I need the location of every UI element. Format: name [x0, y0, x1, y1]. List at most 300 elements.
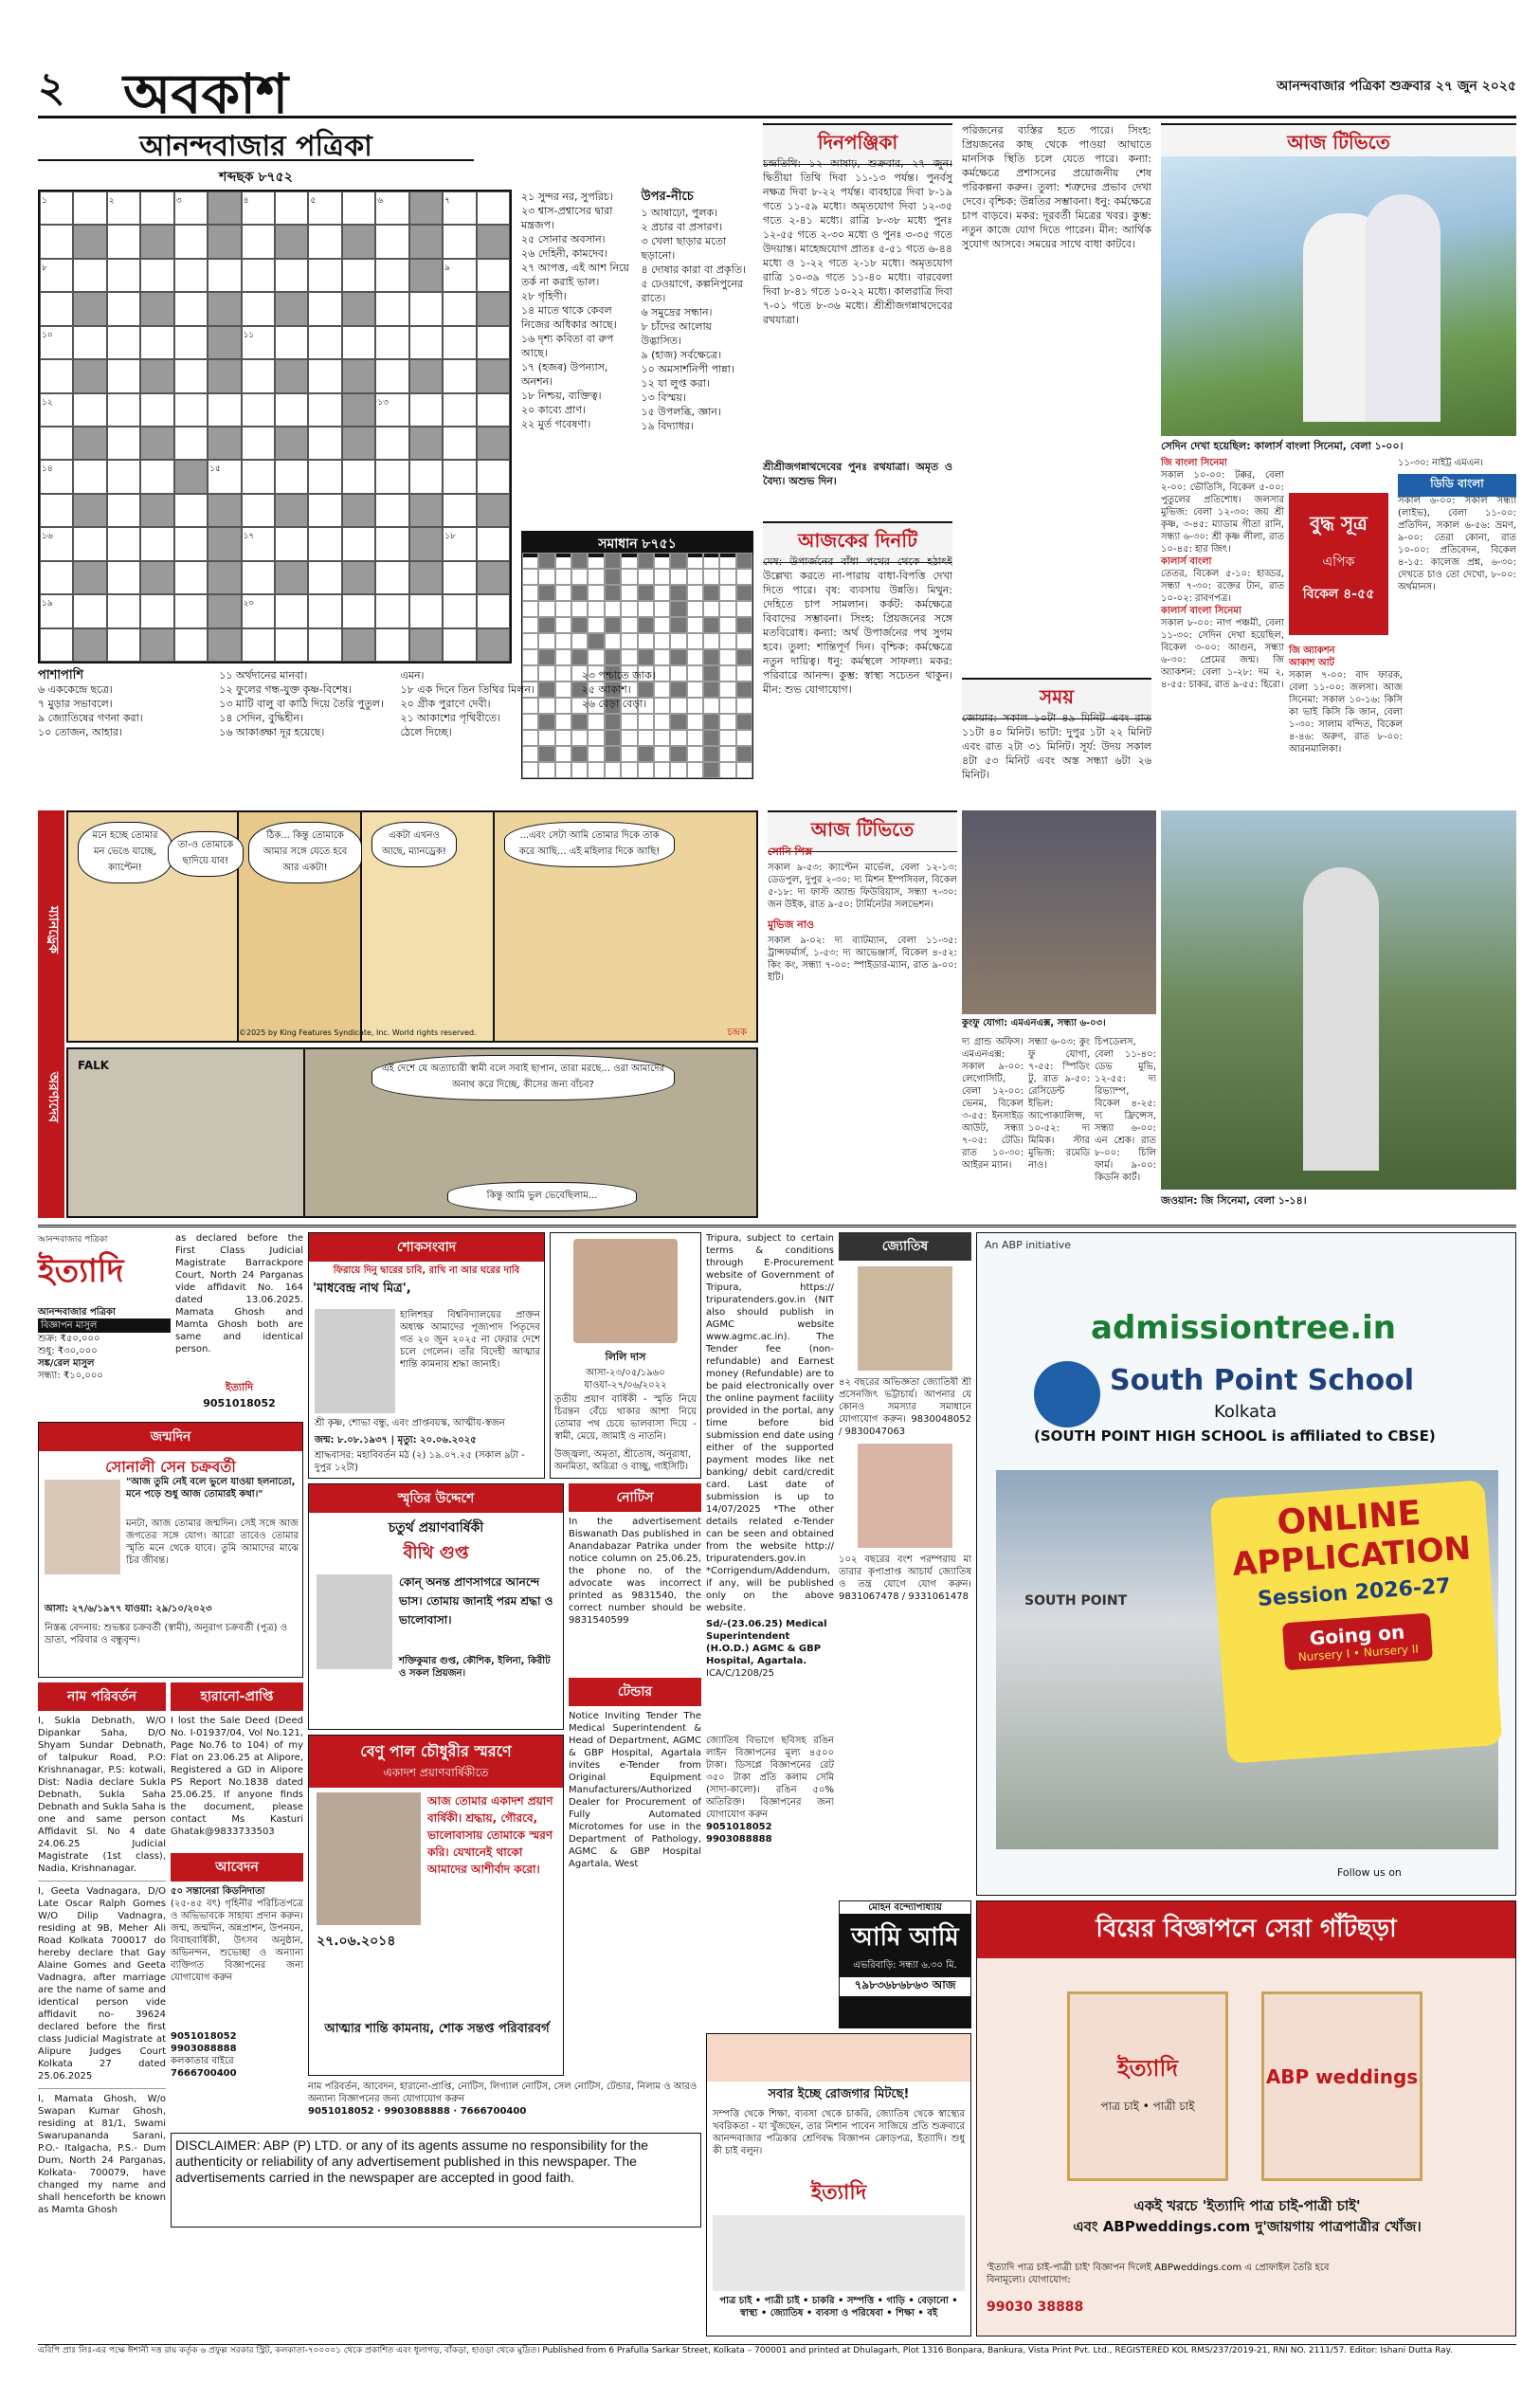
- solution-cell: [654, 569, 670, 585]
- crossword-cell[interactable]: [477, 527, 510, 560]
- crossword-cell[interactable]: [375, 594, 408, 627]
- crossword-cell[interactable]: [375, 427, 408, 460]
- buddha-sutra-channel: এপিক: [1322, 555, 1355, 570]
- crossword-cell[interactable]: [375, 628, 408, 662]
- crossword-cell[interactable]: [443, 359, 476, 392]
- crossword-cell[interactable]: [174, 292, 208, 325]
- crossword-cell[interactable]: [443, 326, 476, 359]
- crossword-cell[interactable]: ২: [107, 191, 140, 225]
- crossword-cell: [208, 225, 241, 258]
- shoksangbad-name: 'মাধবেন্দ্র নাথ মিত্র',: [313, 1282, 411, 1296]
- crossword-cell[interactable]: [242, 259, 275, 292]
- crossword-cell: [409, 359, 443, 392]
- building-sign: SOUTH POINT: [1024, 1593, 1128, 1609]
- solution-cell: [703, 601, 719, 617]
- crossword-cell[interactable]: [275, 460, 308, 493]
- crossword-cell[interactable]: [275, 259, 308, 292]
- solution-cell: [605, 585, 621, 601]
- crossword-cell[interactable]: [208, 393, 241, 427]
- crossword-cell: [477, 225, 510, 258]
- crossword-cell[interactable]: [275, 326, 308, 359]
- crossword-cell[interactable]: [443, 460, 476, 493]
- comic-label-mandrake: ম্যানড্রেক: [45, 906, 61, 954]
- crossword-cell[interactable]: [308, 292, 341, 325]
- crossword-cell[interactable]: ৩: [174, 191, 208, 225]
- crossword-cell[interactable]: ১: [40, 191, 73, 225]
- crossword-cell[interactable]: [477, 393, 510, 427]
- comic-bubble: ...এবং সেটা আমি তোমার দিকে তাক করে আছি... এই মহিলার দিকে আছি!: [504, 822, 675, 867]
- crossword-cell[interactable]: [40, 427, 73, 460]
- rate-line: সন্ধ্যা: ₹১০,০০০: [38, 1371, 103, 1381]
- crossword-cell: [208, 359, 241, 392]
- solution-cell: [654, 553, 670, 569]
- crossword-cell: [409, 561, 443, 594]
- application-text: APPLICATION: [1230, 1529, 1473, 1584]
- crossword-cell: [208, 527, 241, 560]
- crossword-cell[interactable]: [107, 225, 140, 258]
- across-heading: পাশাপাশি: [38, 668, 84, 682]
- crossword-cell[interactable]: [73, 191, 106, 225]
- crossword-cell[interactable]: [409, 393, 443, 427]
- lili-photo: [573, 1239, 678, 1343]
- crossword-cell[interactable]: [140, 527, 173, 560]
- clue: ১০ অমসাৰ্শনিপী পান্না।: [641, 363, 734, 375]
- crossword-cell[interactable]: ১৭: [242, 527, 275, 560]
- crossword-cell[interactable]: [107, 427, 140, 460]
- rozgar-ad: [706, 2033, 971, 2337]
- crossword-cell[interactable]: [242, 393, 275, 427]
- crossword-cell[interactable]: [342, 460, 375, 493]
- clue: ২৩ শ্বাস-প্রশ্বাসের দ্বারা মন্ত্রজপ।: [521, 205, 613, 231]
- crossword-cell[interactable]: [174, 494, 208, 527]
- crossword-cell[interactable]: [443, 494, 476, 527]
- solution-cell: [605, 569, 621, 585]
- crossword-cell[interactable]: ১৩: [375, 393, 408, 427]
- crossword-cell[interactable]: [477, 460, 510, 493]
- comic-copyright: ©2025 by King Features Syndicate, Inc. World rights reserved.: [239, 1028, 477, 1037]
- crossword-cell[interactable]: ৫: [308, 191, 341, 225]
- solution-cell: [703, 649, 719, 665]
- comic-bubble: মনে হচ্ছে তোমার মন ভেঙে যাচ্ছে, ক্যাপ্টেন!: [78, 822, 172, 883]
- south-point-ad[interactable]: [976, 1232, 1516, 1896]
- crossword-cell[interactable]: [375, 494, 408, 527]
- crossword-cell[interactable]: [40, 494, 73, 527]
- crossword-cell[interactable]: [342, 191, 375, 225]
- crossword-cell[interactable]: [40, 292, 73, 325]
- crossword-cell[interactable]: [242, 359, 275, 392]
- solution-cell: [687, 585, 703, 601]
- clue: ২৬ বেড়া বেড়া।: [581, 698, 647, 710]
- solution-cell: [621, 553, 637, 569]
- janmadin-family: নিস্তব্ধ বেদনায়: শুভঙ্কর চক্রবর্তী (স্বামী), অনুরাগ চক্রবর্তী (পুত্র) ও ভ্রাতা, পরিবার ও বন্ধুবৃন্দ।: [45, 1623, 288, 1646]
- crossword-cell[interactable]: ৮: [40, 259, 73, 292]
- solution-cell: [654, 585, 670, 601]
- crossword-cell[interactable]: [174, 259, 208, 292]
- samay-text: জোয়ার: সকাল ১০টা ৪৯ মিনিট এবং রাত ১১টা ৪০ মিনিট। ভাটা: দুপুর ১টা ২২ মিনিট এবং রাত ২টা ৩১ মিনিট। সূর্য: উদয় সকাল ৪টা ৫৩ মিনিট এবং অস্ত সন্ধ্যা ৬টা ২৬ মিনিট।: [962, 712, 1151, 781]
- solution-cell: [703, 633, 719, 649]
- ami-title: আমি আমি: [851, 1923, 959, 1952]
- crossword-cell[interactable]: [242, 628, 275, 662]
- nursery-text: Nursery I • Nursery II: [1297, 1642, 1420, 1664]
- comic-bubble: তা-ও তোমাকে ছাদিয়ে যাব!: [168, 831, 244, 877]
- crossword-cell[interactable]: ১০: [40, 326, 73, 359]
- biye-ad: [976, 1900, 1516, 2337]
- rozgar-category: পাত্র চাই •: [719, 2296, 765, 2306]
- crossword-cell[interactable]: [40, 225, 73, 258]
- crossword-cell[interactable]: [477, 259, 510, 292]
- clue: ১৯ বিদ্যাধর।: [641, 420, 694, 432]
- clue: ২০ কাব্যে প্রাণ।: [521, 404, 586, 416]
- crossword-cell: [73, 628, 106, 662]
- solution-cell: [638, 617, 654, 633]
- crossword-cell[interactable]: [107, 628, 140, 662]
- clue: ২৩ পশ্চাতে জাক।: [581, 669, 656, 682]
- shoksangbad-photo: [315, 1309, 395, 1413]
- buddha-sutra-time: বিকেল ৪-৫৫: [1302, 587, 1375, 602]
- crossword-cell[interactable]: [443, 292, 476, 325]
- abedon-heading: আবেদন: [171, 1853, 303, 1882]
- solution-cell: [605, 617, 621, 633]
- crossword-cell[interactable]: [275, 393, 308, 427]
- page-footer: এবিপি প্রাঃ লিঃ-এর পক্ষে ঈশানী দত্ত রায় কর্তৃক ৬ প্রফুল্ল সরকার স্ট্রিট, কলকাতা-৭০০০০১ থেকে প্রকাশিত এবং ধূলাগড়, বাঁকড়া, হাওড়া থেকে মুদ্রিত। Published from 6 Prafulla Sarkar Street, Kolkata – 700001 and printed at Dhulagarh, Plot 1316 Bonpara, Bankura, Vista Print Pvt. Ltd., REGISTERED KOL RMS/237/2019-21, RNI NO. 2111/57. Editor: Ishani Dutta Ray.: [38, 2344, 1516, 2373]
- crossword-cell[interactable]: [174, 527, 208, 560]
- janmadin-text: মনটা, আজ তোমার জন্মদিন। সেই সঙ্গে আজ জগতের সঙ্গে যোগ। আরো তাবেও তোমার স্মৃতি মনে থেকে যাবে। তুমি আমাদের মাঝে চির জীবন্ত।: [126, 1518, 299, 1566]
- clue: ১৪ সেদিন, বুদ্ধিহীন।: [219, 712, 303, 724]
- school-name: South Point School: [1110, 1364, 1414, 1397]
- crossword-cell: [275, 561, 308, 594]
- solution-cell: [654, 633, 670, 649]
- abedon-column: [171, 1853, 303, 2118]
- section-divider: [38, 1225, 1516, 1227]
- crossword-cell[interactable]: [308, 561, 341, 594]
- crossword-cell[interactable]: [174, 326, 208, 359]
- crossword-cell[interactable]: [443, 225, 476, 258]
- dd-bangla-schedule: সকাল ৬-০০: সকাল সন্ধ্যা (লাইভ), বেলা ১১-০০: প্রতিদিন, সকাল ৬-৫৬: ভ্রমণ, ৯-০০: তেরা কোনা, রাত ১০-০০: প্রতিবেদন, বিকেল ৪-১৫: কালেজ প্রশ্ন, ৬-৩০: দেখতে চাও তো দেখো, ৮-০০: অর্থমানস।: [1398, 496, 1516, 592]
- solution-cell: [719, 553, 735, 569]
- solution-cell: [638, 569, 654, 585]
- contact-bar-text: নাম পরিবর্তন, আবেদন, হারানো-প্রাপ্তি, নোটিস, লিগ্যাল নোটিস, সেল নোটিস, টেন্ডার, নিলাম ও আরও অন্যান্য বিজ্ঞাপনের জন্য যোগাযোগ করুন: [308, 2082, 698, 2104]
- crossword-cell[interactable]: [308, 460, 341, 493]
- crossword-cell[interactable]: [443, 628, 476, 662]
- crossword-cell[interactable]: [242, 460, 275, 493]
- comic-bubble: এই দেশে যে অত্যাচারী স্বামী বলে সবাই ছাপান, তারা মরছে... ওরা আমাদের অনাথ করে দিচ্ছে, কীসের জন্য বাঁচব?: [371, 1055, 675, 1100]
- crossword-cell[interactable]: [443, 594, 476, 627]
- crossword-cell[interactable]: [275, 527, 308, 560]
- solution-cell: [522, 649, 538, 665]
- crossword-cell[interactable]: [308, 225, 341, 258]
- crossword-cell[interactable]: [140, 191, 173, 225]
- crossword-cell[interactable]: [375, 359, 408, 392]
- crossword-cell[interactable]: [140, 594, 173, 627]
- solution-cell: [538, 633, 554, 649]
- solution-cell: [571, 649, 588, 665]
- biye-note: 'ইত্যাদি পাত্র চাই-পাত্রী চাই' বিজ্ঞাপন দিলেই ABPweddings.com এ প্রোফাইল তৈরি হবে বিনামূল্যে। যোগাযোগ:: [987, 2263, 1330, 2285]
- crossword-cell[interactable]: [308, 393, 341, 427]
- crossword-cell[interactable]: [375, 527, 408, 560]
- solution-cell: [588, 649, 604, 665]
- solution-cell: [555, 585, 571, 601]
- crossword-cell: [342, 427, 375, 460]
- crossword-cell: [477, 427, 510, 460]
- solution-cell: [522, 585, 538, 601]
- crossword-cell[interactable]: [73, 259, 106, 292]
- crossword-cell: [140, 292, 173, 325]
- crossword-cell[interactable]: [140, 259, 173, 292]
- crossword-cell[interactable]: [342, 527, 375, 560]
- solution-cell: [654, 649, 670, 665]
- rozgar-category: গাড়ি •: [886, 2296, 918, 2306]
- crossword-cell: [275, 225, 308, 258]
- crossword-cell[interactable]: [308, 326, 341, 359]
- clue: ২১ সুন্দর নর, সুপরিচ।: [521, 191, 613, 203]
- tv2-movie-photo: [962, 810, 1156, 1014]
- comic-falk: FALK: [78, 1059, 110, 1072]
- crossword-cell[interactable]: [477, 326, 510, 359]
- crossword-cell[interactable]: [107, 359, 140, 392]
- crossword-cell[interactable]: [275, 191, 308, 225]
- ittyadi-brand-2: আনন্দবাজার পত্রিকা: [38, 1307, 116, 1318]
- solution-cell: [621, 569, 637, 585]
- crossword-cell[interactable]: [242, 292, 275, 325]
- crossword-cell[interactable]: [73, 326, 106, 359]
- lili-ad: [550, 1232, 701, 1479]
- solution-cell: [670, 601, 686, 617]
- tv-channel-heading: জি অ্যাকশন: [1289, 646, 1335, 656]
- crossword-cell[interactable]: [107, 326, 140, 359]
- crossword-clues-across: [38, 668, 753, 777]
- clue: ১৬ আকাঙ্ক্ষা দূর হয়েছে।: [219, 726, 325, 738]
- rozgar-categories: [707, 2295, 970, 2319]
- crossword-cell[interactable]: ১২: [40, 393, 73, 427]
- solution-cell: [621, 649, 637, 665]
- clue: এমন।: [400, 669, 425, 682]
- crossword-cell: [342, 393, 375, 427]
- biye-title: বিয়ের বিজ্ঞাপনে সেরা গাঁটছড়া: [977, 1901, 1515, 1958]
- crossword-cell[interactable]: [107, 594, 140, 627]
- clue: ১৫ উপলব্ধি, জ্ঞান।: [641, 406, 721, 418]
- aaj-tv2-heading: আজ টিভিতে: [768, 810, 957, 852]
- abedon-phone: 9051018052: [171, 2031, 237, 2042]
- ami-sub: এভরিবাড়ি: সন্ধ্যা ৬.৩০ মি.: [853, 1960, 957, 1971]
- solution-cell: [670, 617, 686, 633]
- crossword-cell: [477, 359, 510, 392]
- crossword-cell[interactable]: [443, 393, 476, 427]
- solution-cell: [538, 569, 554, 585]
- clue: ১১ অর্থদানের মানবা।: [219, 669, 308, 682]
- crossword-cell[interactable]: [308, 527, 341, 560]
- crossword-cell[interactable]: [107, 460, 140, 493]
- solution-cell: [719, 617, 735, 633]
- crossword-cell[interactable]: [174, 225, 208, 258]
- crossword-cell[interactable]: ৪: [242, 191, 275, 225]
- online-text: ONLINE: [1276, 1494, 1422, 1543]
- janmadin-ad: [38, 1422, 303, 1678]
- tender-column: [569, 1678, 701, 2076]
- crossword-cell: [409, 527, 443, 560]
- solution-cell: [571, 601, 588, 617]
- clue: ২৬ দেহিনী, কামদেব।: [521, 247, 607, 260]
- notice-text: In the advertisement Biswanath Das published in Anandabazar Patrika under notice column on 25.06.25, the phone no. of the advocate was incorrect printed as 9831540, the correct number should be 9831540599: [569, 1517, 701, 1626]
- notice-heading: নোটিস: [569, 1483, 701, 1512]
- clue: ১৬ দৃশ্য কবিতা বা রুপ আছে।: [521, 333, 614, 359]
- crossword-cell[interactable]: ৭: [443, 191, 476, 225]
- tv-schedule-text: সকাল ১০-০০: টক্কর, বেলা ২-০০: ভৌতিসি, বিকেল ৫-০০: পুতুলের প্রতিশোধ। জলসার মুভিজ: বেলা ১২-৩০: জয় শ্রী কৃষ্ণ, ৩-৪৫: ম্যাডাম গীতা রানি, সন্ধ্যা ৬-৩০: শ্রী কৃষ্ণ লীলা, রাত ১০-৪৫: হার জিৎ।: [1161, 470, 1284, 555]
- shoksangbad-family: শ্রী কৃষ্ণ, শোভা বন্ধু, এবং প্রাপ্তবয়স্ক, আত্মীয়-স্বজন: [315, 1418, 505, 1428]
- solution-cell: [605, 633, 621, 649]
- crossword-cell[interactable]: [375, 460, 408, 493]
- clue: ১৩ মাটি বালু বা কাঠি দিয়ে তৈরি পুতুল।: [219, 698, 384, 710]
- rozgar-category: জ্যোতিষ •: [770, 2308, 816, 2318]
- crossword-cell[interactable]: [409, 594, 443, 627]
- solution-cell: [736, 569, 752, 585]
- crossword-cell: [73, 561, 106, 594]
- crossword-grid[interactable]: [38, 190, 512, 664]
- solution-cell: [538, 617, 554, 633]
- tv2-schedule-text: সকাল ৯-০২: দ্য ব্যাটম্যান, বেলা ১১-৩৫: ট্রান্সফর্মার্স, ১-৫৩: দ্য আভেঞ্জার্স, বিকেল ৪-৫২: কিং কং, সন্ধ্যা ৭-০০: স্পাইডার-ম্যান, রাত ৯-০০: ইটি।: [768, 936, 957, 983]
- crossword-cell[interactable]: [477, 594, 510, 627]
- crossword-cell[interactable]: [308, 594, 341, 627]
- crossword-cell[interactable]: [477, 191, 510, 225]
- solution-cell: [670, 649, 686, 665]
- solution-cell: [555, 569, 571, 585]
- solution-cell: [522, 553, 538, 569]
- crossword-cell[interactable]: [308, 359, 341, 392]
- crossword-cell[interactable]: [443, 427, 476, 460]
- crossword-cell: [208, 326, 241, 359]
- crossword-cell[interactable]: [73, 460, 106, 493]
- aaj-tv-heading: আজ টিভিতে: [1161, 123, 1516, 165]
- online-application-badge[interactable]: [1210, 1480, 1503, 1764]
- rashifal-heading: আজকের দিনটি: [763, 521, 952, 563]
- crossword-cell[interactable]: [208, 259, 241, 292]
- crossword-cell[interactable]: [107, 259, 140, 292]
- crossword-cell: [275, 494, 308, 527]
- crossword-cell[interactable]: ১৬: [40, 527, 73, 560]
- crossword-cell[interactable]: [342, 259, 375, 292]
- tv2-col2: দ্য গ্রান্ড অফিস। এমএনএক্স: সকাল ৯-০০: লেগোসিটি, বেলা ১২-০০: ভেনম, বিকেল ৩-৫৫: ইনসাইড আউট, সন্ধ্যা ৭-০৫: টেডি। রাত ১০-৩০: আইরন ম্যান।: [962, 1037, 1024, 1171]
- crossword-cell[interactable]: [107, 527, 140, 560]
- crossword-cell[interactable]: [242, 561, 275, 594]
- crossword-cell[interactable]: [375, 326, 408, 359]
- samay-heading: সময়: [962, 678, 1151, 719]
- admission-site[interactable]: admissiontree.in: [1091, 1309, 1396, 1347]
- crossword-cell[interactable]: [409, 292, 443, 325]
- crossword-cell[interactable]: [40, 561, 73, 594]
- jyotish-column: [839, 1232, 971, 1896]
- solution-cell: [719, 601, 735, 617]
- tender-heading: টেন্ডার: [569, 1678, 701, 1706]
- crossword-cell[interactable]: [275, 628, 308, 662]
- crossword-cell[interactable]: [140, 460, 173, 493]
- crossword-cell[interactable]: [409, 460, 443, 493]
- crossword-cell: [73, 427, 106, 460]
- clue: ৯ জ্যোতিষের গণনা করা।: [38, 712, 143, 724]
- crossword-cell[interactable]: [342, 594, 375, 627]
- crossword-cell[interactable]: ৯: [443, 259, 476, 292]
- shoksangbad-title: ফিরায়ে দিনু দ্বারের চাবি, রাখি না আর ঘরের দাবি: [333, 1265, 520, 1276]
- solution-cell: [638, 601, 654, 617]
- crossword-cell[interactable]: [308, 494, 341, 527]
- crossword-cell[interactable]: [174, 427, 208, 460]
- crossword-cell[interactable]: [375, 561, 408, 594]
- jyotish-photo-1: [858, 1266, 952, 1371]
- jyotish-heading: জ্যোতিষ: [839, 1232, 971, 1261]
- crossword-cell[interactable]: ১১: [242, 326, 275, 359]
- crossword-cell[interactable]: [73, 393, 106, 427]
- solution-cell: [687, 617, 703, 633]
- tv-channel-heading: জি বাংলা সিনেমা: [1161, 458, 1227, 468]
- crossword-cell[interactable]: [107, 494, 140, 527]
- solution-cell: [522, 569, 538, 585]
- crossword-cell[interactable]: [375, 259, 408, 292]
- clue: ১৮ নিশ্চয়, ব্যক্তিত্ব।: [521, 390, 602, 402]
- dd-bangla-heading: ডিডি বাংলা: [1398, 474, 1516, 497]
- crossword-cell[interactable]: [242, 494, 275, 527]
- crossword-cell[interactable]: ১৪: [40, 460, 73, 493]
- crossword-cell[interactable]: [308, 259, 341, 292]
- crossword-cell[interactable]: [443, 561, 476, 594]
- biye-phone[interactable]: 99030 38888: [987, 2300, 1084, 2315]
- crossword-cell[interactable]: [140, 393, 173, 427]
- crossword-cell[interactable]: ২০: [242, 594, 275, 627]
- jyotish-text: ৪২ বছরের অভিজ্ঞতা জ্যোতিষী শ্রী প্রসেনজিৎ ভট্টাচার্য। আপনার যে কোনও সমস্যার সমাধানে যোগাযোগ করুন। 9830048052 / 9830047063: [839, 1377, 971, 1437]
- crossword-cell[interactable]: [308, 427, 341, 460]
- crossword-cell[interactable]: [107, 292, 140, 325]
- crossword-cell: [477, 628, 510, 662]
- benu-photo: [317, 1792, 421, 1925]
- crossword-cell[interactable]: [73, 527, 106, 560]
- clue: ৭ মুড়ার সভাবলে।: [38, 698, 113, 710]
- crossword-cell[interactable]: [242, 427, 275, 460]
- crossword-cell[interactable]: [107, 393, 140, 427]
- crossword-cell[interactable]: [73, 594, 106, 627]
- crossword-cell[interactable]: [140, 326, 173, 359]
- crossword-cell[interactable]: [174, 594, 208, 627]
- crossword-cell: [342, 292, 375, 325]
- solution-cell: [719, 585, 735, 601]
- crossword-cell[interactable]: [275, 594, 308, 627]
- crossword-cell[interactable]: ১৯: [40, 594, 73, 627]
- crossword-cell[interactable]: [342, 326, 375, 359]
- jyotish-phone: 9903088888: [706, 1834, 772, 1845]
- crossword-subtitle: শব্দছক ৮৭৫২: [219, 170, 293, 185]
- smriti-title: চতুর্থ প্রয়াণবার্ষিকী: [388, 1520, 484, 1536]
- crossword-cell[interactable]: ১৮: [443, 527, 476, 560]
- crossword-cell[interactable]: [174, 393, 208, 427]
- crossword-cell[interactable]: ৬: [375, 191, 408, 225]
- crossword-cell[interactable]: [242, 225, 275, 258]
- solution-cell: [588, 617, 604, 633]
- crossword-cell[interactable]: [174, 561, 208, 594]
- crossword-cell[interactable]: [40, 359, 73, 392]
- clue: ১৭ (হজৰ) উপন্যাস, অনশন।: [521, 361, 608, 388]
- buddha-sutra-title: বুদ্ধ সূত্র: [1310, 512, 1368, 535]
- crossword-cell[interactable]: [409, 326, 443, 359]
- crossword-cell[interactable]: [174, 359, 208, 392]
- crossword-cell[interactable]: [308, 628, 341, 662]
- crossword-cell: [208, 191, 241, 225]
- crossword-cell[interactable]: [40, 628, 73, 662]
- benu-banner: [309, 1736, 563, 1788]
- crossword-cell[interactable]: [375, 225, 408, 258]
- crossword-cell[interactable]: [107, 561, 140, 594]
- crossword-cell[interactable]: [375, 292, 408, 325]
- crossword-cell[interactable]: [174, 628, 208, 662]
- biye-left-brand: ইত্যাদি: [1117, 2055, 1178, 2082]
- solution-cell: [670, 585, 686, 601]
- crossword-cell[interactable]: ১৫: [208, 460, 241, 493]
- clue: ১৮ এক দিনে তিন তিথির মিলন।: [400, 683, 534, 696]
